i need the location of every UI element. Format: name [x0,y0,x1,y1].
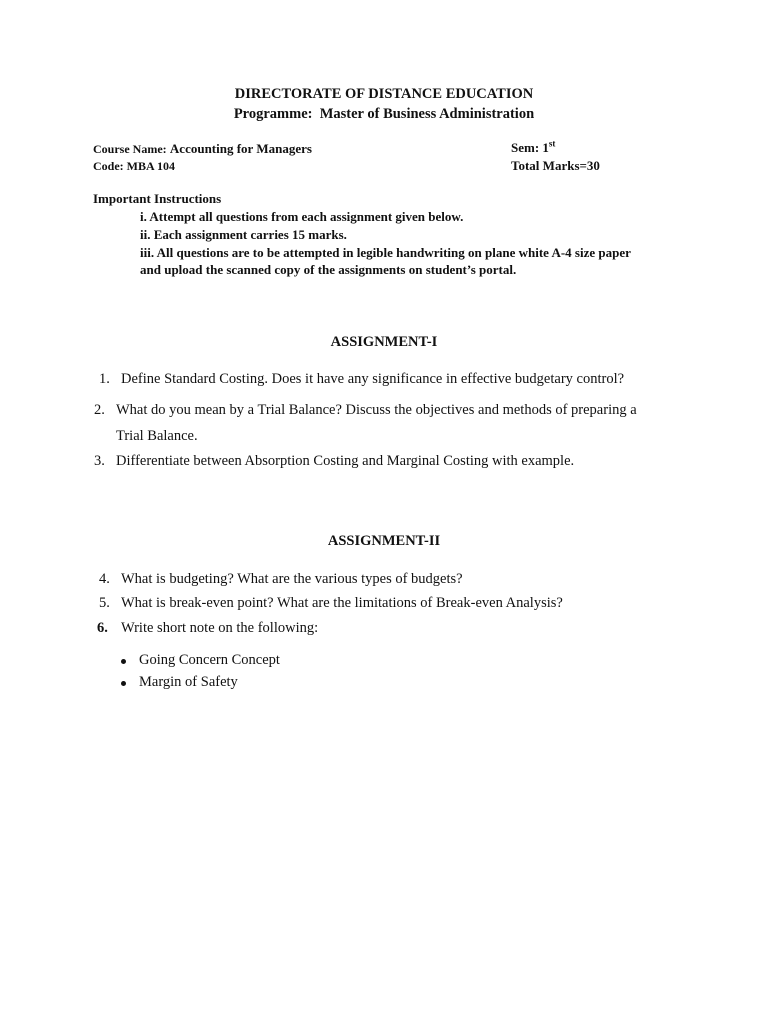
instruction-item: and upload the scanned copy of the assignments on student’s portal. [140,262,517,277]
question-number: 3. [94,453,105,469]
instruction-item: ii. Each assignment carries 15 marks. [140,227,347,242]
question-number: 4. [99,571,110,587]
instruction-item: i. Attempt all questions from each assignment given below. [140,209,464,224]
instruction-item: iii. All questions are to be attempted in legible handwriting on plane white A-4 size paper [140,245,631,260]
question-text: What do you mean by a Trial Balance? Discuss the objectives and methods of preparing a [116,402,637,418]
total-marks: Total Marks=30 [511,158,600,173]
question-text: Write short note on the following: [121,620,319,636]
question-number: 5. [99,595,110,611]
bullet-icon [121,659,126,664]
assignment-2-title: ASSIGNMENT-II [327,533,441,549]
bullet-item: Going Concern Concept [139,652,280,668]
question-number: 1. [99,371,110,387]
question-text: Differentiate between Absorption Costing and Marginal Costing with example. [116,453,575,469]
programme-value: Master of Business Administration [319,106,535,122]
course-code: Code: MBA 104 [93,159,175,173]
programme-line [0,106,768,123]
bullet-icon [121,681,126,686]
course-name-value: Accounting for Managers [169,141,312,156]
semester [511,140,555,156]
question-text-continued: Trial Balance. [116,428,198,444]
question-text: What is break-even point? What are the limitations of Break-even Analysis? [121,595,563,611]
instructions-title: Important Instructions [93,191,222,206]
question-number: 2. [94,402,105,418]
assignment-1-title: ASSIGNMENT-I [330,334,438,350]
question-text: Define Standard Costing. Does it have any significance in effective budgetary control? [121,371,625,387]
course-name-label: Course Name: [93,142,167,156]
question-text: What is budgeting? What are the various types of budgets? [121,571,463,587]
semester-label: Sem: 1 [511,140,549,155]
question-number: 6. [97,620,108,636]
directorate-title: DIRECTORATE OF DISTANCE EDUCATION [234,86,534,102]
course-name-line [93,141,312,157]
semester-suffix: st [548,138,556,149]
bullet-item: Margin of Safety [139,674,238,690]
programme-label: Programme: [233,106,313,122]
